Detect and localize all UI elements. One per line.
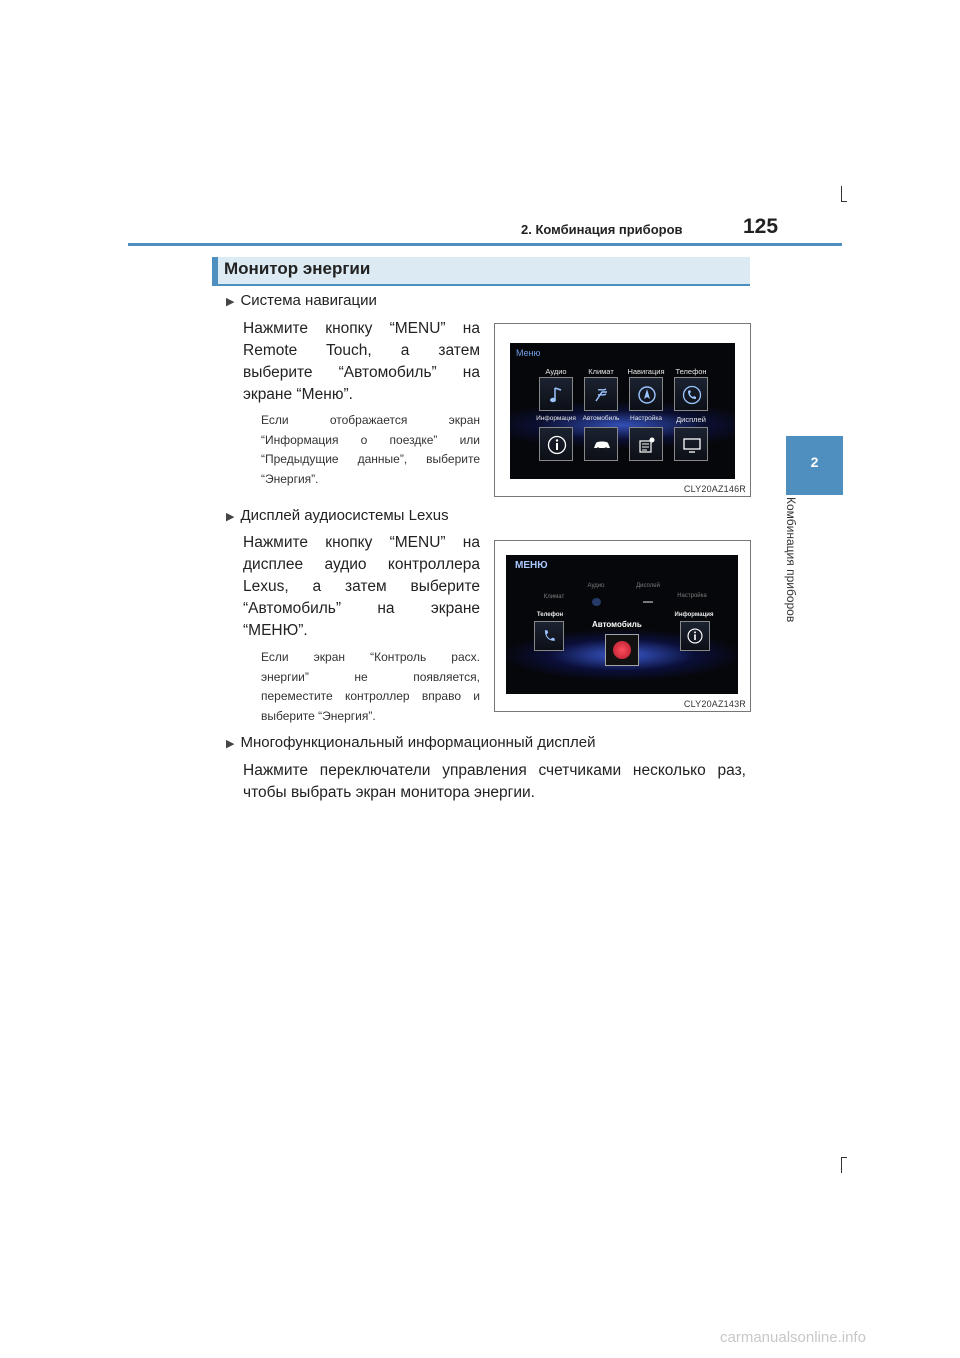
audio-dot-icon [592, 598, 601, 606]
label-audio: Аудио [587, 583, 605, 589]
climate-seat-icon [591, 384, 613, 406]
tile-phone[interactable] [534, 621, 564, 651]
bullet-item-2 [226, 507, 449, 524]
figure-code: CLY20AZ143R [683, 699, 746, 709]
crop-mark-top [841, 186, 842, 202]
note-line: Если отображается экран [261, 413, 480, 427]
bullet-item-2-text: Дисплей аудиосистемы Lexus [240, 507, 449, 524]
info-icon [686, 627, 704, 645]
note-line: энергии” не появляется, [261, 669, 480, 684]
info-icon [546, 434, 568, 456]
item-1-note [261, 411, 480, 489]
header-rule [128, 243, 842, 246]
text-line: экране “Меню”. [243, 386, 353, 403]
footer-watermark: carmanualsonline.info [720, 1329, 866, 1346]
label-setup: Настройка [677, 593, 707, 599]
note-line: переместите контроллер вправо и [261, 689, 480, 703]
label-info: Информация [674, 612, 714, 618]
crop-mark-bottom [841, 1157, 842, 1173]
section-heading-accent [212, 257, 218, 286]
bullet-item-1-text: Система навигации [240, 292, 377, 309]
tile-setup[interactable] [629, 427, 663, 461]
tile-info[interactable] [680, 621, 710, 651]
tile-vehicle-selected[interactable] [605, 634, 639, 666]
lexus-menu-screen [506, 555, 738, 694]
tile-audio[interactable] [539, 377, 573, 411]
lexus-menu-title: МЕНЮ [515, 560, 548, 571]
bullet-item-3 [226, 734, 596, 751]
note-line: “Энергия”. [261, 471, 319, 486]
tile-climate[interactable] [584, 377, 618, 411]
text-line: “МЕНЮ”. [243, 622, 308, 639]
figure-menu-lexus-display [494, 540, 751, 712]
settings-list-icon [636, 434, 658, 456]
chapter-tab-number: 2 [810, 454, 819, 470]
section-title: Монитор энергии [224, 259, 371, 278]
lexus-menu-selected-label: Автомобиль [592, 620, 642, 629]
bullet-item-1 [226, 292, 377, 309]
tile-display[interactable] [674, 427, 708, 461]
menu-screen-title: Меню [516, 348, 541, 358]
tile-label-info: Информация [536, 415, 576, 422]
text-line: чтобы выбрать экран монитора энергии. [243, 784, 535, 801]
chapter-title: 2. Комбинация приборов [521, 222, 683, 237]
crop-mark-top-h [841, 201, 847, 202]
text-line: Нажмите кнопку “MENU” на [243, 320, 480, 337]
tile-label-navigation: Навигация [627, 367, 665, 376]
text-line: выберите “Автомобиль” на [243, 364, 480, 381]
label-phone: Телефон [536, 612, 564, 618]
tile-label-display: Дисплей [676, 415, 706, 424]
text-line: “Автомобиль” на экране [243, 600, 480, 617]
chapter-side-label-text: Комбинация приборов [784, 497, 798, 623]
item-2-note [261, 648, 480, 726]
bullet-item-3-text: Многофункциональный информационный дисплей [240, 734, 596, 751]
tile-label-audio: Аудио [545, 367, 567, 376]
note-line: “Предыдущие данные”, выберите [261, 452, 480, 466]
monitor-icon [681, 434, 703, 456]
note-line: Если экран “Контроль расх. [261, 650, 480, 664]
menu-screen [510, 343, 735, 479]
bullet-arrow-icon: ▶ [226, 738, 235, 750]
crop-mark-bottom-h [841, 1157, 847, 1158]
label-climate: Климат [543, 594, 565, 600]
tile-label-phone: Телефон [675, 367, 707, 376]
tile-vehicle[interactable] [584, 427, 618, 461]
tile-label-setup: Настройка [630, 415, 662, 422]
text-line: дисплее аудио контроллера [243, 556, 480, 573]
tile-info[interactable] [539, 427, 573, 461]
note-line: “Информация о поездке” или [261, 432, 480, 447]
text-line: Lexus, а затем выберите [243, 578, 480, 595]
item-3-instructions [243, 760, 746, 804]
chapter-side-label [784, 497, 806, 647]
display-dash-icon [643, 601, 653, 603]
figure-menu-remote-touch [494, 323, 751, 497]
label-display: Дисплей [636, 583, 660, 589]
page-number: 125 [743, 215, 779, 238]
item-2-instructions [243, 532, 480, 642]
bullet-arrow-icon: ▶ [226, 296, 235, 308]
vehicle-settings-icon [613, 641, 631, 659]
text-line: Remote Touch, а затем [243, 342, 480, 359]
text-line: Нажмите переключатели управления счетчиками несколько раз, [243, 762, 746, 779]
tile-phone[interactable] [674, 377, 708, 411]
item-1-instructions [243, 318, 480, 406]
navigation-icon [636, 384, 658, 406]
tile-navigation[interactable] [629, 377, 663, 411]
tile-label-vehicle: Автомобиль [582, 415, 620, 422]
tile-label-climate: Климат [588, 367, 614, 376]
phone-icon [540, 627, 558, 645]
text-line: Нажмите кнопку “MENU” на [243, 534, 480, 551]
figure-code: CLY20AZ146R [683, 484, 746, 494]
bullet-arrow-icon: ▶ [226, 511, 235, 523]
note-line: выберите “Энергия”. [261, 708, 376, 723]
car-icon [591, 434, 613, 456]
phone-icon [681, 384, 703, 406]
music-note-icon [546, 384, 568, 406]
